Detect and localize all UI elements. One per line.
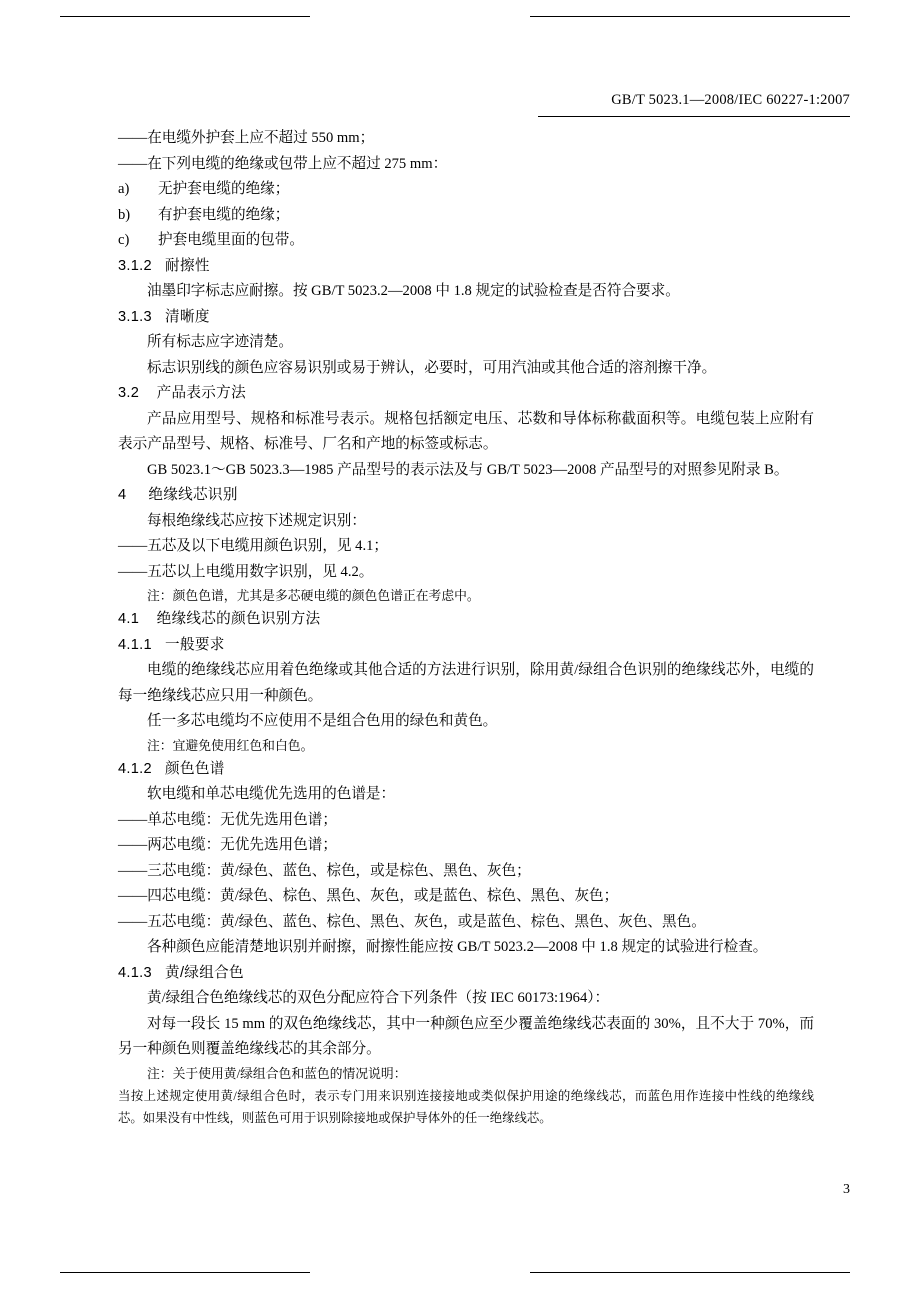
heading-4-1-2-number: 4.1.2 [118, 760, 152, 777]
heading-3-2-number: 3.2 [118, 385, 140, 401]
list-item-b [118, 203, 814, 229]
paragraph-4-a: 每根绝缘线芯应按下述规定识别： [147, 512, 366, 529]
note-4-1-3-body: 当按上述规定使用黄/绿组合色时，表示专门用来识别连接接地或类似保护用途的绝缘线芯，而蓝色用作连接中性线的绝缘线芯。如果没有中性线，则蓝色可用于识别除接地或保护导体外的任一绝缘线芯。 [118, 1088, 814, 1125]
heading-3-1-3-title: 清晰度 [165, 308, 210, 325]
header-rule [538, 116, 850, 117]
page-number: 3 [843, 1182, 850, 1197]
heading-4-1-number: 4.1 [118, 611, 140, 627]
list-item-a [118, 177, 814, 203]
heading-4-1-2 [118, 757, 814, 783]
heading-4-1-1-number: 4.1.1 [118, 636, 152, 653]
crop-mark-bottom-right [530, 1272, 850, 1273]
heading-4-1-1 [118, 633, 814, 659]
dash-item-275mm: ——在下列电缆的绝缘或包带上应不超过 275 mm： [118, 155, 448, 172]
list-item-b-text: 有护套电缆的绝缘； [158, 206, 290, 223]
heading-4-1-2-title: 颜色色谱 [165, 760, 225, 777]
paragraph-3-1-3-b: 标志识别线的颜色应容易识别或易于辨认，必要时，可用汽油或其他合适的溶剂擦干净。 [147, 359, 717, 376]
dash-item-three-core: ——三芯电缆：黄/绿色、蓝色、棕色，或是棕色、黑色、灰色； [118, 862, 531, 879]
list-item-b-label: b) [118, 206, 131, 223]
note-section-4: 注：颜色色谱，尤其是多芯硬电缆的颜色色谱正在考虑中。 [147, 589, 480, 603]
heading-4 [118, 483, 814, 509]
heading-3-1-2 [118, 254, 814, 280]
paragraph-4-1-2-b: 各种颜色应能清楚地识别并耐擦，耐擦性能应按 GB/T 5023.2—2008 中 1.8 规定的试验进行检查。 [147, 939, 768, 955]
dash-item-4-1: ——五芯及以下电缆用颜色识别，见 4.1； [118, 538, 388, 554]
note-4-1-1: 注：宜避免使用红色和白色。 [147, 738, 314, 753]
heading-4-1 [118, 607, 814, 633]
list-item-c-text: 护套电缆里面的包带。 [158, 232, 304, 248]
heading-3-1-3 [118, 305, 814, 331]
heading-4-1-3-title: 黄/绿组合色 [165, 964, 244, 981]
heading-3-1-2-number: 3.1.2 [118, 257, 152, 274]
heading-4-1-1-title: 一般要求 [165, 636, 225, 653]
dash-item-two-core: ——两芯电缆：无优先选用色谱； [118, 837, 337, 853]
heading-4-1-3 [118, 961, 814, 987]
heading-3-1-2-title: 耐擦性 [165, 257, 210, 274]
crop-mark-top-left [60, 16, 310, 17]
dash-item-4-2: ——五芯以上电缆用数字识别，见 4.2。 [118, 563, 374, 580]
heading-4-title: 绝缘线芯识别 [148, 487, 238, 503]
list-item-a-text: 无护套电缆的绝缘； [158, 181, 290, 197]
paragraph-3-2-a: 产品应用型号、规格和标准号表示。规格包括额定电压、芯数和导体标称截面积等。电缆包装上应附有表示产品型号、规格、标准号、厂名和产地的标签或标志。 [118, 410, 814, 452]
paragraph-3-1-2: 油墨印字标志应耐擦。按 GB/T 5023.2—2008 中 1.8 规定的试验检查是否符合要求。 [147, 283, 680, 299]
paragraph-4-1-1-a: 电缆的绝缘线芯应用着色绝缘或其他合适的方法进行识别，除用黄/绿组合色识别的绝缘线芯外，电缆的每一绝缘线芯应只用一种颜色。 [118, 662, 814, 704]
paragraph-4-1-1-b: 任一多芯电缆均不应使用不是组合色用的绿色和黄色。 [147, 713, 498, 729]
list-item-c-label: c) [118, 232, 130, 248]
heading-3-2-title: 产品表示方法 [156, 385, 246, 401]
heading-4-1-3-number: 4.1.3 [118, 964, 152, 981]
paragraph-4-1-3-b: 对每一段长 15 mm 的双色绝缘线芯，其中一种颜色应至少覆盖绝缘线芯表面的 30%，且不大于 70%，而另一种颜色则覆盖绝缘线芯的其余部分。 [118, 1015, 814, 1057]
paragraph-3-1-3-a: 所有标志应字迹清楚。 [147, 334, 293, 350]
heading-4-1-title: 绝缘线芯的颜色识别方法 [156, 611, 321, 627]
dash-item-four-core: ——四芯电缆：黄/绿色、棕色、黑色、灰色，或是蓝色、棕色、黑色、灰色； [118, 888, 619, 904]
note-4-1-3-title: 注：关于使用黄/绿组合色和蓝色的情况说明： [147, 1066, 407, 1081]
heading-4-number: 4 [118, 487, 127, 503]
dash-item-single-core: ——单芯电缆：无优先选用色谱； [118, 811, 337, 828]
crop-mark-top-right [530, 16, 850, 17]
paragraph-3-2-b: GB 5023.1～GB 5023.3—1985 产品型号的表示法及与 GB/T 5023—2008 产品型号的对照参见附录 B。 [147, 461, 789, 478]
list-item-a-label: a) [118, 181, 130, 197]
dash-item-five-core: ——五芯电缆：黄/绿色、蓝色、棕色、黑色、灰色，或是蓝色、棕色、黑色、灰色、黑色。 [118, 913, 706, 930]
heading-3-1-3-number: 3.1.3 [118, 308, 152, 325]
dash-item-550mm: ——在电缆外护套上应不超过 550 mm； [118, 130, 375, 146]
paragraph-4-1-2-a: 软电缆和单芯电缆优先选用的色谱是： [147, 786, 396, 802]
crop-mark-bottom-left [60, 1272, 310, 1273]
list-item-c [118, 228, 814, 254]
document-body [118, 126, 814, 1129]
paragraph-4-1-3-a: 黄/绿组合色绝缘线芯的双色分配应符合下列条件（按 IEC 60173:1964）： [147, 990, 610, 1006]
heading-3-2 [118, 381, 814, 407]
page-header-standard-ref: GB/T 5023.1—2008/IEC 60227-1:2007 [611, 92, 850, 108]
